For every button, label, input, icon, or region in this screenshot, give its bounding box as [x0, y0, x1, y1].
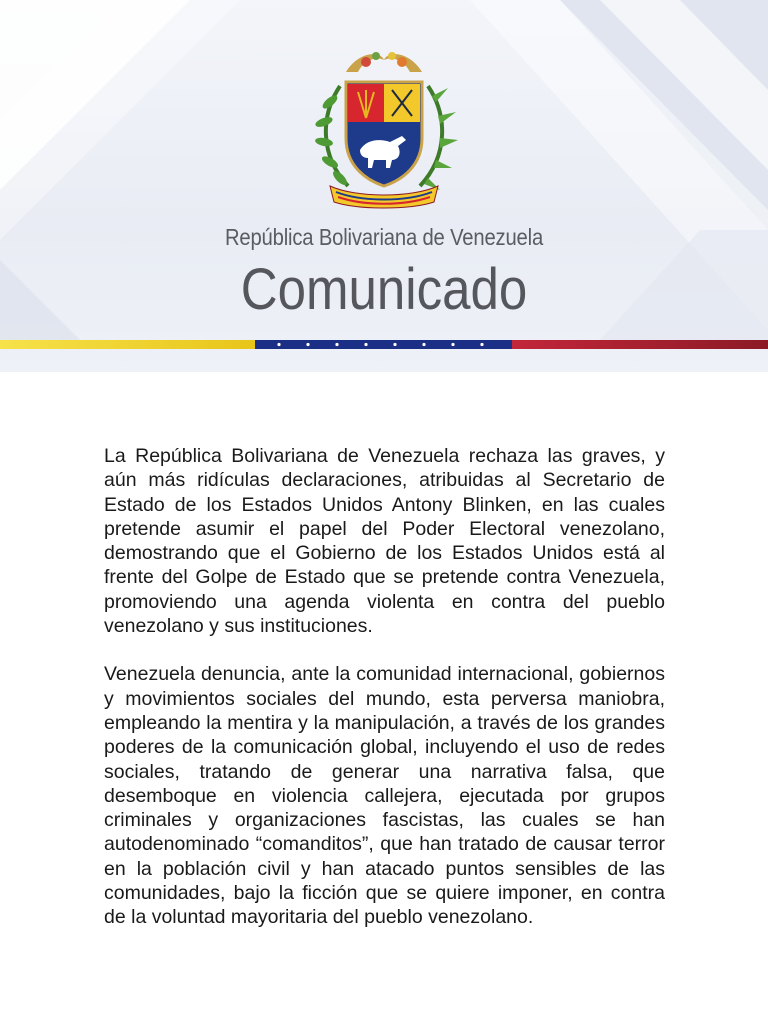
page-title: Comunicado	[240, 257, 528, 322]
communique-body	[104, 444, 665, 954]
paragraph-2: Venezuela denuncia, ante la comunidad internacional, gobiernos y movimientos sociales del mundo, esta perversa maniobra, empleando la mentira y la manipulación, a través de los grandes poderes de la comunicación global, incluyendo el uso de redes sociales, tratando de generar una narrativa falsa, que desemboque en violencia callejera, ejecutada por grupos criminales y organizaciones fascistas, las cuales se han autodenominado “comanditos”, que han tratado de causar terror en la población civil y han atacado puntos sensibles de las comunidades, bajo la ficción que se quiere imponer, en contra de la voluntad mayoritaria del pueblo venezolano.	[104, 663, 665, 929]
flag-red-stripe	[512, 340, 768, 349]
header-banner	[0, 0, 768, 372]
stars-icon	[255, 340, 512, 349]
country-subtitle: República Bolivariana de Venezuela	[224, 224, 544, 250]
flag-blue-stripe	[255, 340, 512, 349]
paragraph-1: La República Bolivariana de Venezuela rechaza las graves, y aún más ridículas declaraciones, atribuidas al Secretario de Estado de los Estados Unidos Antony Blinken, en las cuales pretende asumir el papel del Poder Electoral venezolano, demostrando que el Gobierno de los Estados Unidos está al frente del Golpe de Estado que se pretende contra Venezuela, promoviendo una agenda violenta en contra del pueblo venezolano y sus instituciones.	[104, 445, 665, 638]
coat-of-arms-emblem	[306, 46, 462, 212]
flag-stripe	[0, 340, 768, 349]
flag-yellow-stripe	[0, 340, 255, 349]
